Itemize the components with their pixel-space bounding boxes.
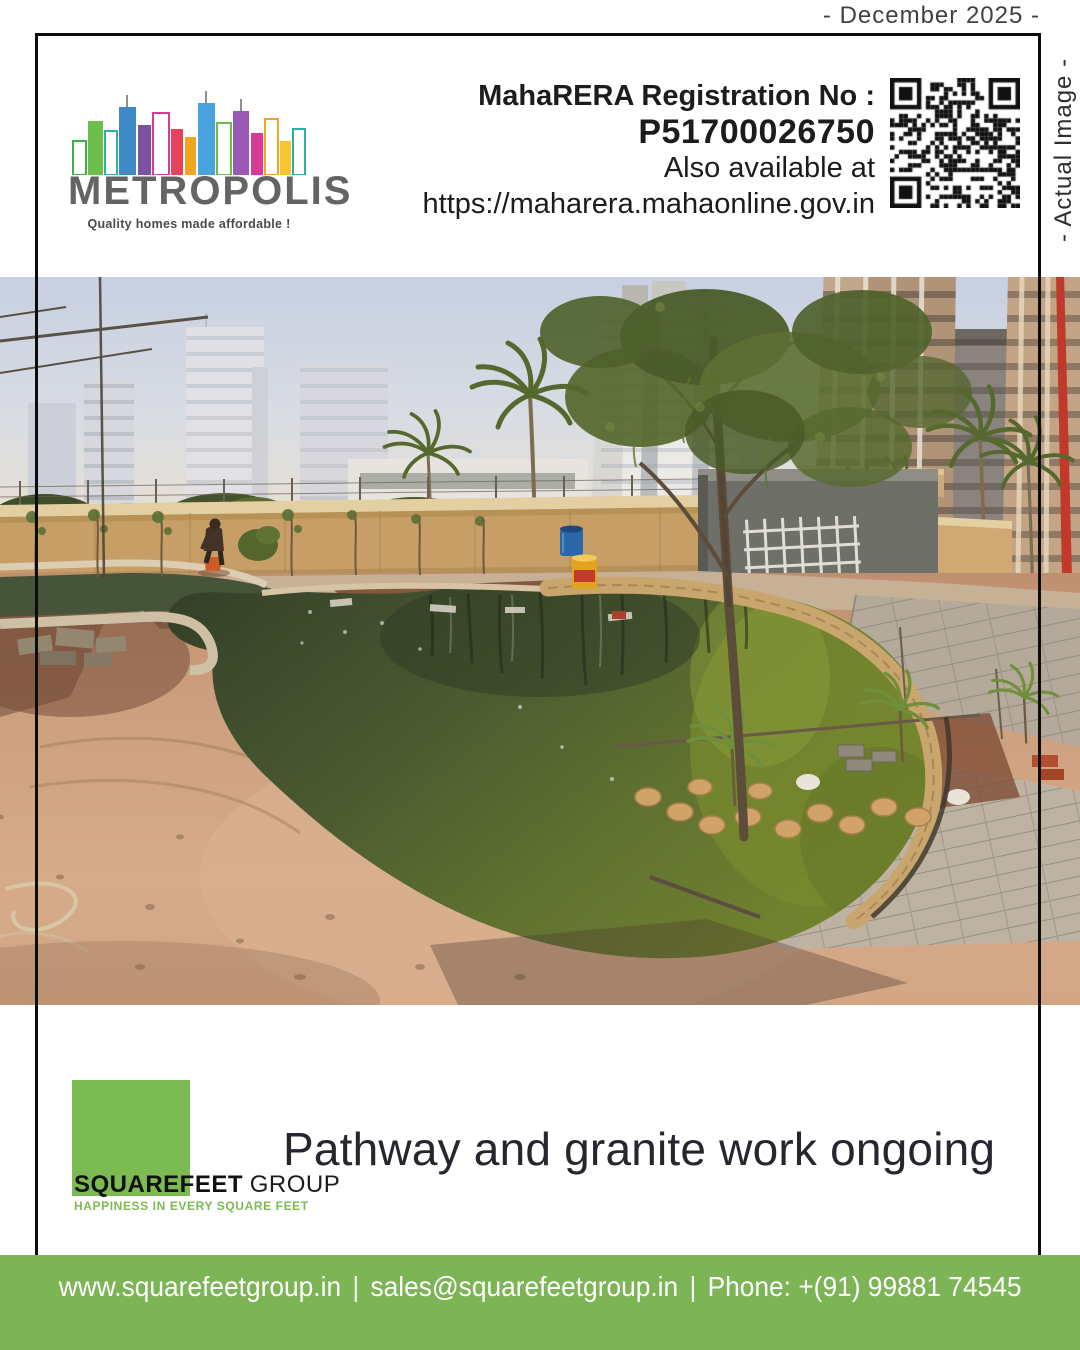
rera-also-available: Also available at — [663, 152, 875, 184]
metropolis-wordmark: METROPOLIS — [68, 169, 353, 213]
maharera-url[interactable]: https://maharera.mahaonline.gov.in — [422, 188, 875, 220]
footer-bar — [0, 1255, 1080, 1350]
metropolis-tagline: Quality homes made affordable ! — [87, 217, 291, 231]
footer-phone-label: Phone: — [707, 1271, 791, 1302]
actual-image-label: - Actual Image - — [1050, 57, 1077, 242]
utility-structure — [698, 469, 938, 582]
qr-code — [890, 78, 1020, 208]
squarefeet-name: SQUAREFEET — [74, 1171, 244, 1198]
footer-website[interactable]: www.squarefeetgroup.in — [58, 1271, 341, 1302]
footer-phone-number: +(91) 99881 74545 — [798, 1271, 1022, 1302]
yellow-container — [572, 555, 597, 590]
rera-label: MahaRERA Registration No : — [478, 80, 875, 112]
footer-email[interactable]: sales@squarefeetgroup.in — [370, 1271, 679, 1302]
blue-barrel — [560, 526, 583, 557]
footer-phone — [707, 1271, 1021, 1303]
issue-date: - December 2025 - — [822, 2, 1040, 29]
header — [35, 33, 1041, 277]
metropolis-logo — [68, 85, 353, 231]
metropolis-skyline-icon — [71, 85, 307, 175]
squarefeet-group: GROUP — [249, 1171, 341, 1198]
footer-separator: | — [352, 1271, 360, 1302]
footer-separator: | — [689, 1271, 697, 1302]
squarefeet-tagline: HAPPINESS IN EVERY SQUARE FEET — [74, 1199, 309, 1213]
rera-number: P51700026750 — [638, 113, 875, 151]
footer-contact — [59, 1271, 1022, 1303]
rera-block — [423, 78, 875, 222]
photo-caption: Pathway and granite work ongoing — [283, 1123, 996, 1175]
site-photo — [0, 277, 1080, 1005]
